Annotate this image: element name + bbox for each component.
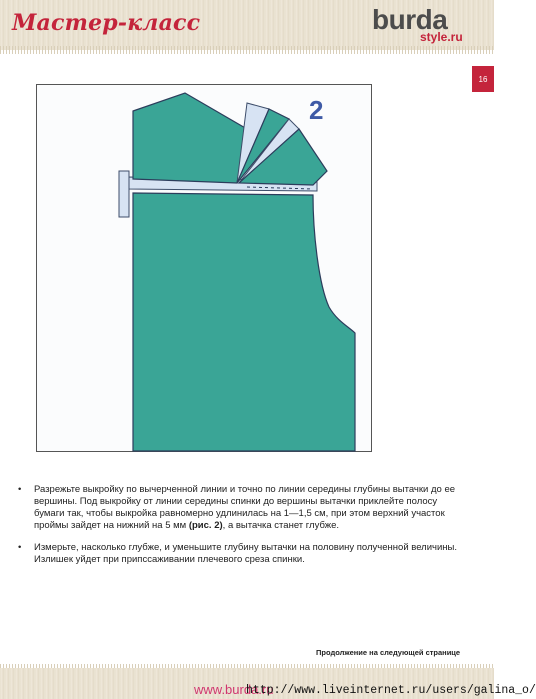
logo-word: burda xyxy=(372,4,448,35)
instructions xyxy=(18,484,458,576)
pattern-drawing xyxy=(37,85,371,451)
continuation-note: Продолжение на следующей странице xyxy=(316,648,461,657)
instruction-text: Разрежьте выкройку по вычерченной линии и точно по линии середины глубины вытачки до ее вершины. Под выкройку от линии середины спинки до вершины вытачки приклейте полосу бумаги так, чтобы выкройка равномерно удлинилась на 1—1,5 см, при этом верхний участок проймы зайдет на нижний на 5 мм xyxy=(34,484,456,531)
instruction-item xyxy=(18,542,458,566)
footer-link[interactable]: www.burda.ru xyxy=(194,682,274,697)
figure-number: 2 xyxy=(309,95,324,125)
pattern-upper-piece xyxy=(133,93,247,183)
instruction-item xyxy=(18,484,458,532)
page-number-tab: 16 xyxy=(472,66,494,92)
instruction-text-end: , а вытачка станет глубже. xyxy=(222,520,340,531)
logo-subtitle: style.ru xyxy=(420,30,463,44)
figure-ref: (рис. 2) xyxy=(188,520,223,531)
pattern-figure xyxy=(36,84,372,452)
instruction-text: Измерьте, насколько глубже, и уменьшите глубину вытачки на половину полученной величины. Излишек уйдет при припсcаживании плечевого среза спинки. xyxy=(34,542,457,565)
section-title: Мастер-класс xyxy=(12,10,201,36)
bullet-icon: • xyxy=(18,484,22,495)
bullet-icon: • xyxy=(18,542,22,553)
paper-strip-left xyxy=(119,171,129,217)
burda-logo[interactable] xyxy=(372,4,482,48)
watermark-url: http://www.liveinternet.ru/users/galina_o/ xyxy=(246,684,536,697)
pattern-lower-piece xyxy=(133,193,355,451)
